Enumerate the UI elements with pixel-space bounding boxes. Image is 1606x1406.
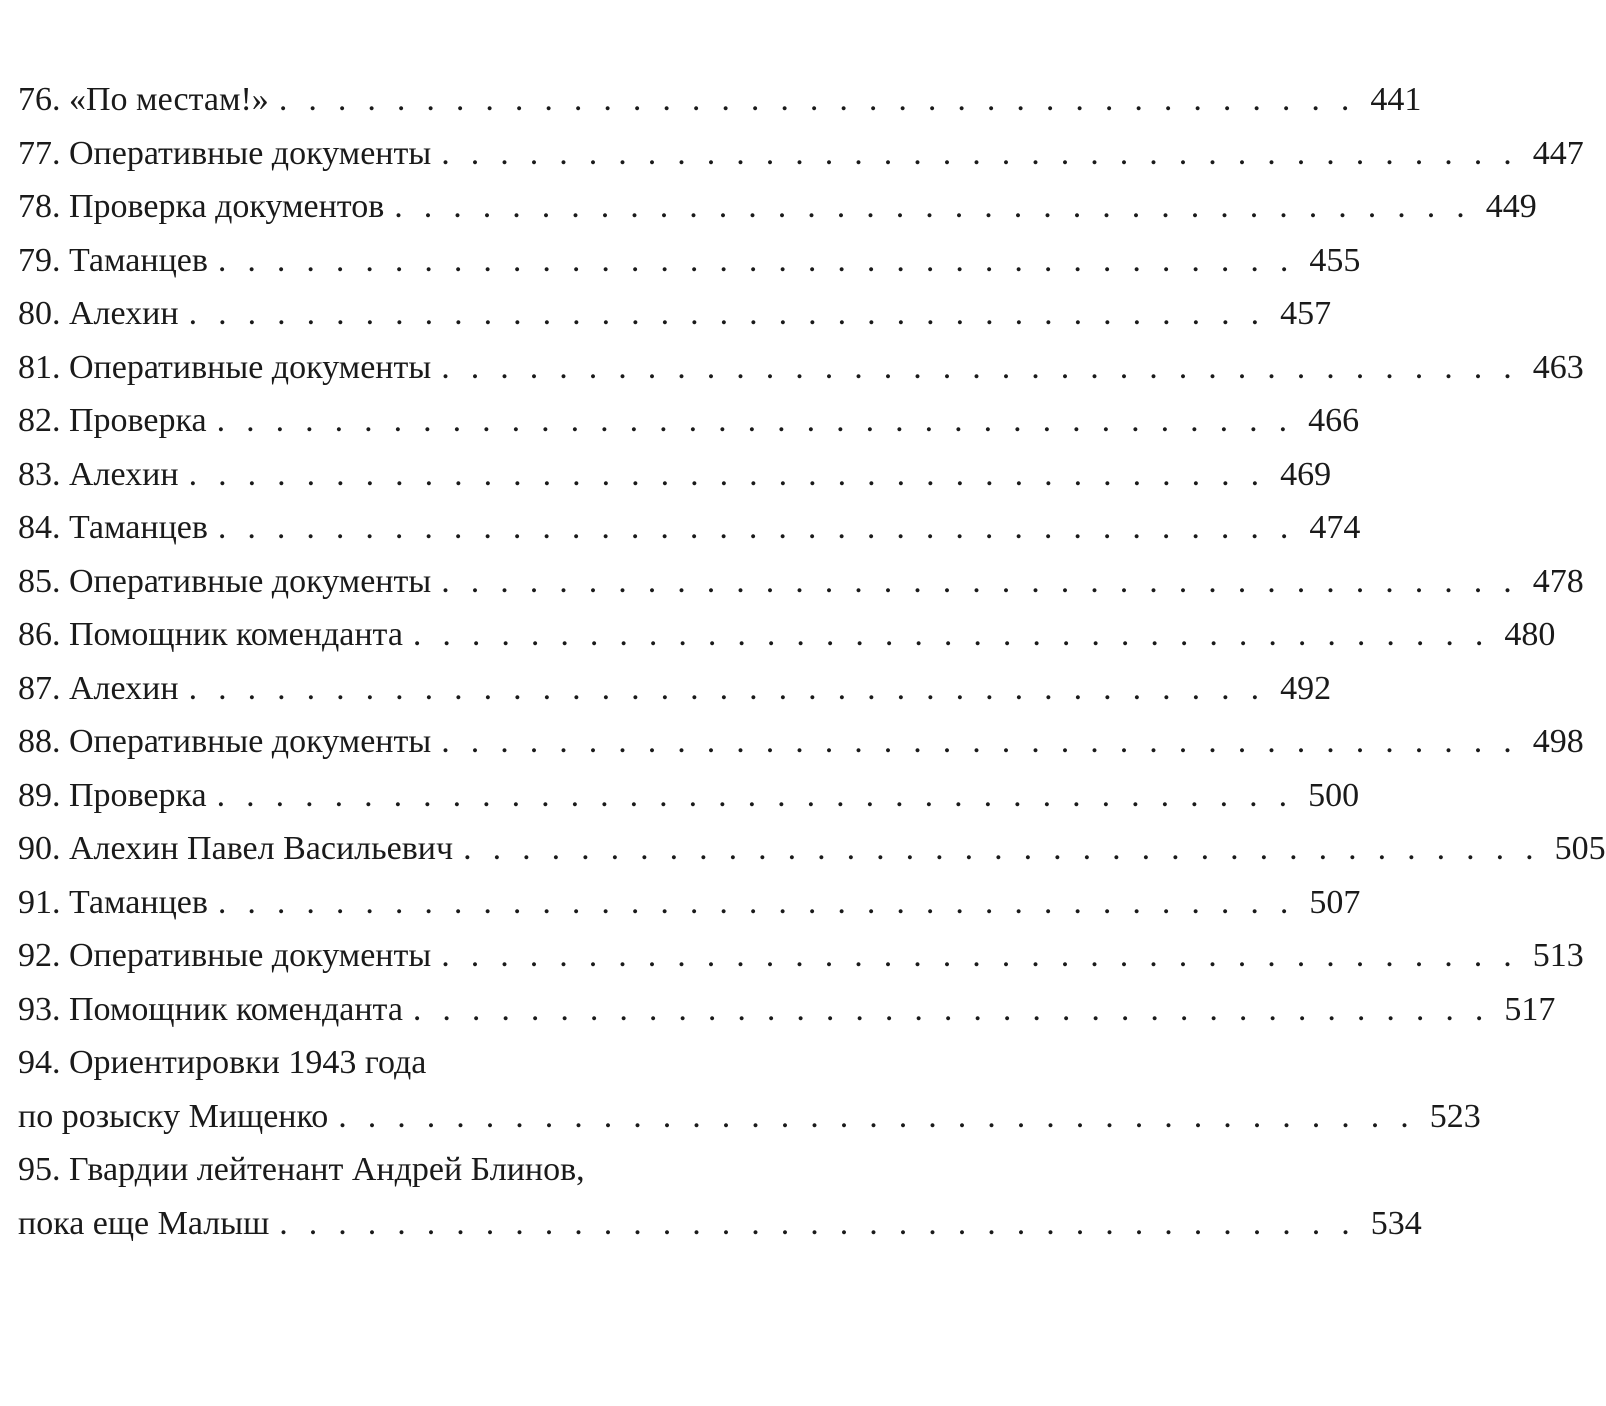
- toc-entry-page: 455: [1309, 241, 1361, 279]
- toc-entry-page: 441: [1370, 81, 1422, 118]
- dot-leader: .....................................: [278, 81, 1371, 118]
- toc-entry-title: 76. «По местам!»: [18, 81, 269, 118]
- toc-entry-title: 77. Оперативные документы: [18, 134, 432, 172]
- dot-leader: .....................................: [441, 562, 1533, 600]
- toc-entry[interactable]: [18, 822, 1606, 876]
- toc-entry-title: 88. Оперативные документы: [18, 723, 432, 760]
- toc-entry-page: 463: [1532, 348, 1584, 386]
- toc-entry-title: 92. Оперативные документы: [18, 937, 432, 974]
- toc-entry[interactable]: [18, 448, 1332, 502]
- dot-leader: .....................................: [188, 295, 1281, 332]
- dot-leader: .....................................: [441, 723, 1533, 760]
- toc-entry[interactable]: [18, 929, 1584, 983]
- toc-entry-page: 498: [1532, 723, 1584, 760]
- toc-entry-page: 474: [1309, 509, 1361, 546]
- dot-leader: .....................................: [217, 509, 1310, 546]
- toc-entry[interactable]: [18, 287, 1332, 341]
- toc-entry-title: 81. Оперативные документы: [18, 348, 432, 386]
- dot-leader: .....................................: [217, 883, 1310, 921]
- toc-entry-page: 505: [1554, 830, 1606, 867]
- dot-leader: .....................................: [441, 937, 1533, 974]
- toc-entry-title-continuation: пока еще Малыш: [18, 1204, 270, 1242]
- toc-entry-page: 523: [1429, 1097, 1481, 1135]
- toc-entry[interactable]: [18, 180, 1537, 234]
- toc-entry-title-continuation: по розыску Мищенко: [18, 1097, 329, 1135]
- toc-entry[interactable]: [18, 501, 1361, 555]
- dot-leader: .....................................: [338, 1097, 1430, 1135]
- toc-entry-page: 513: [1532, 937, 1584, 974]
- toc-entry[interactable]: [18, 555, 1584, 609]
- toc-entry-title: 78. Проверка документов: [18, 188, 385, 225]
- toc-entry[interactable]: [18, 73, 1422, 127]
- toc-entry-title: 79. Таманцев: [18, 241, 208, 279]
- toc-entry-page: 466: [1308, 402, 1360, 439]
- toc-entry-title: 87. Алехин: [18, 669, 179, 707]
- toc-entry-page: 500: [1308, 776, 1360, 814]
- toc-entry[interactable]: [18, 769, 1360, 823]
- toc-entry-title: 89. Проверка: [18, 776, 207, 814]
- toc-entry[interactable]: [18, 876, 1361, 930]
- toc-entry-page: 449: [1485, 188, 1537, 225]
- toc-entry-page: 457: [1280, 295, 1332, 332]
- toc-entry[interactable]: [18, 234, 1361, 288]
- dot-leader: .....................................: [412, 990, 1505, 1028]
- dot-leader: .....................................: [188, 455, 1281, 493]
- toc-entry-page: 517: [1504, 990, 1556, 1028]
- dot-leader: .....................................: [441, 348, 1533, 386]
- dot-leader: .....................................: [441, 134, 1533, 172]
- dot-leader: .....................................: [394, 188, 1486, 225]
- toc-entry[interactable]: [18, 127, 1584, 181]
- toc-entry[interactable]: [18, 1143, 1422, 1250]
- toc-entry-title: 90. Алехин Павел Васильевич: [18, 830, 454, 867]
- toc-entry-page: 478: [1532, 562, 1584, 600]
- toc-entry[interactable]: [18, 341, 1584, 395]
- toc-entry[interactable]: [18, 983, 1556, 1037]
- toc-entry[interactable]: [18, 394, 1360, 448]
- toc-entry[interactable]: [18, 715, 1584, 769]
- toc-entry-title: 84. Таманцев: [18, 509, 208, 546]
- dot-leader: .....................................: [216, 402, 1309, 439]
- toc-entry-title: 85. Оперативные документы: [18, 562, 432, 600]
- toc-entry-title: 93. Помощник коменданта: [18, 990, 403, 1028]
- dot-leader: .....................................: [463, 830, 1555, 867]
- toc-entry-title: 91. Таманцев: [18, 883, 208, 921]
- dot-leader: .....................................: [217, 241, 1310, 279]
- dot-leader: .....................................: [412, 616, 1505, 653]
- toc-entry-title: 83. Алехин: [18, 455, 179, 493]
- toc-entry[interactable]: [18, 1036, 1481, 1143]
- toc-entry-title: 95. Гвардии лейтенант Андрей Блинов,: [18, 1151, 585, 1188]
- toc-entry-page: 492: [1280, 669, 1332, 707]
- toc-entry-page: 507: [1309, 883, 1361, 921]
- toc-entry[interactable]: [18, 608, 1556, 662]
- toc-entry[interactable]: [18, 662, 1332, 716]
- toc-entry-title: 94. Ориентировки 1943 года: [18, 1044, 427, 1081]
- dot-leader: .....................................: [188, 669, 1281, 707]
- toc-entry-page: 447: [1532, 134, 1584, 172]
- dot-leader: .....................................: [216, 776, 1309, 814]
- toc-entry-page: 469: [1280, 455, 1332, 493]
- dot-leader: .....................................: [279, 1204, 1371, 1242]
- toc-entry-title: 82. Проверка: [18, 402, 207, 439]
- toc-entry-page: 480: [1504, 616, 1556, 653]
- table-of-contents: [18, 73, 1606, 1250]
- toc-entry-title: 80. Алехин: [18, 295, 179, 332]
- toc-entry-page: 534: [1370, 1204, 1422, 1242]
- toc-entry-title: 86. Помощник коменданта: [18, 616, 403, 653]
